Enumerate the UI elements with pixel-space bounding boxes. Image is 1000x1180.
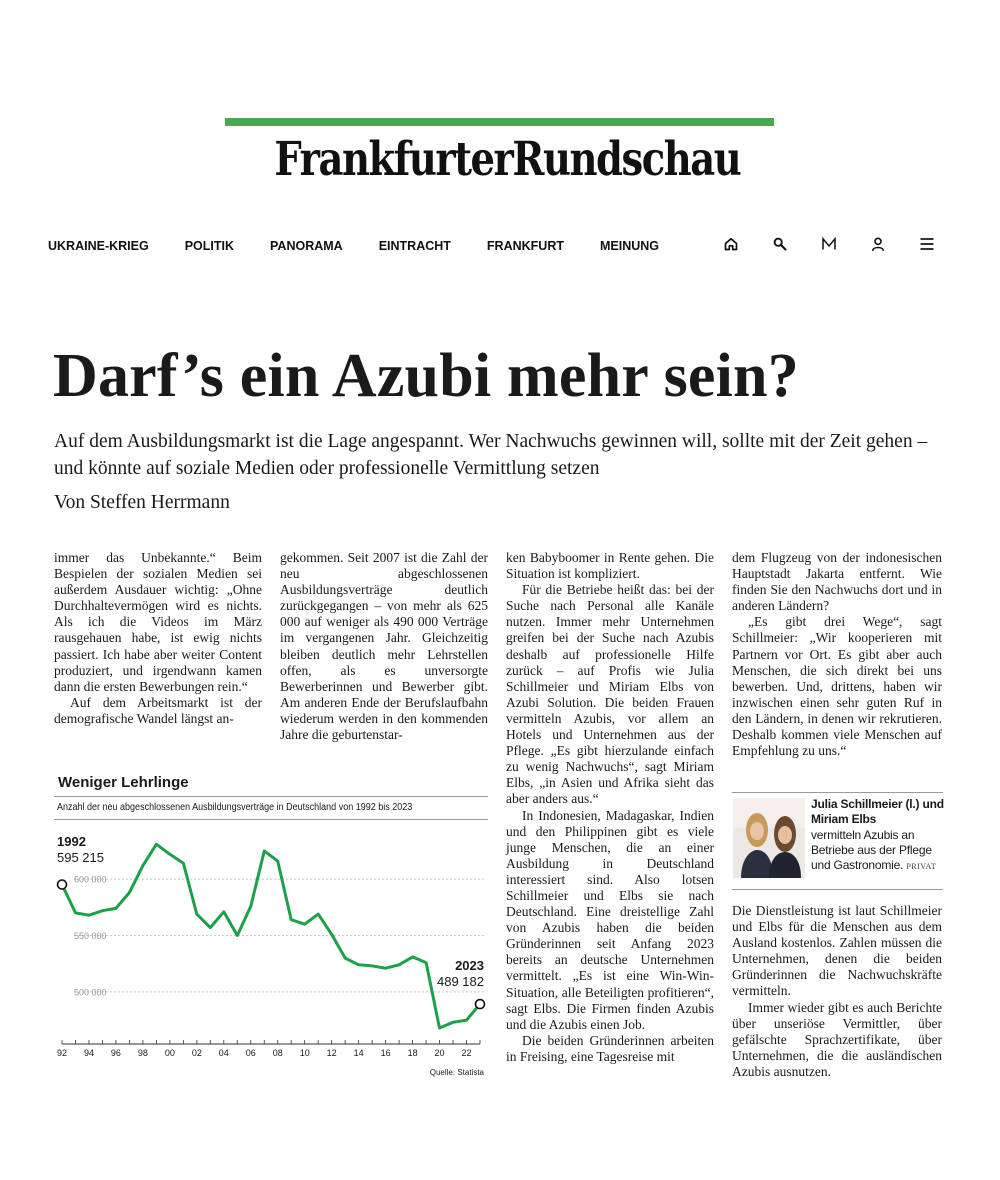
menu-icon[interactable] (918, 234, 936, 254)
article-column-3 (506, 550, 714, 1065)
user-icon[interactable] (869, 234, 887, 254)
paragraph: In Indonesien, Madagaskar, Indien und den Philippinen gibt es viele junge Menschen, die an einer Ausbildung in Deutschland interessiert sind. Also lotsen Schillmeier und Elbs sie nach Deutschland. Eine dreistellige Zahl von Azubis haben die beiden Gründerinnen seit Anfang 2023 bereits an deutsche Unternehmen vermittelt. „Es ist eine Win-Win-Situation, alle Beteiligten profitieren“, sagt Elbs. Die Firmen finden Azubis und die Azubis einen Job. (506, 807, 714, 1032)
data-point-2023 (476, 1000, 485, 1009)
article-column-1 (54, 550, 262, 727)
article-column-2 (280, 550, 488, 743)
nav-item-eintracht[interactable]: EINTRACHT (378, 239, 451, 253)
nav-item-meinung[interactable]: MEINUNG (600, 239, 660, 253)
annotation-year-2023: 2023 (455, 958, 484, 973)
series-line (62, 844, 480, 1028)
home-icon[interactable] (722, 234, 740, 254)
x-tick-label: 96 (110, 1048, 121, 1058)
x-tick-label: 12 (326, 1048, 337, 1058)
brand-bar (225, 118, 774, 126)
data-point-1992 (58, 880, 67, 889)
chart-subtitle: Anzahl der neu abgeschlossenen Ausbildungsverträge in Deutschland von 1992 bis 2023 (57, 802, 413, 813)
x-tick-label: 10 (299, 1048, 310, 1058)
photo-credit: PRIVAT (906, 862, 937, 872)
x-tick-label: 94 (83, 1048, 94, 1058)
article-subhead: Auf dem Ausbildungsmarkt ist die Lage angespannt. Wer Nachwuchs gewinnen will, sollte mit der Zeit gehen – und könnte auf soziale Medien oder professionelle Vermittlung setzen (54, 431, 928, 479)
chart-title: Weniger Lehrlinge (58, 774, 189, 791)
caption-names: Julia Schillmeier (l.) und Miriam Elbs (811, 797, 944, 827)
paragraph: Die Dienstleistung ist laut Schillmeier und Elbs für die Menschen aus dem Ausland kostenlos. Zahlen müssen die Unternehmen, denen die beiden Gründerinnen die Nachwuchskräfte vermitteln. (732, 903, 942, 999)
caption-text: vermitteln Azubis an Betriebe aus der Pflege und Gastronomie. (811, 827, 932, 873)
x-tick-label: 16 (380, 1048, 391, 1058)
caption-rule (732, 792, 943, 793)
x-tick-label: 04 (218, 1048, 229, 1058)
chart-rule (54, 796, 488, 797)
paragraph: gekommen. Seit 2007 ist die Zahl der neu abgeschlossenen Ausbildungsverträge deutlich zurückgegangen – von mehr als 625 000 auf weniger als 490 000 Verträge im vergangenen Jahr. Gleichzeitig bleiben deutlich mehr Lehrstellen offen, als es unversorgte Bewerberinnen und Bewerber gibt. Am anderen Ende der Berufslaufbahn wiederum werden in den kommenden Jahre die geburtenstar- (280, 550, 488, 743)
x-tick-label: 00 (164, 1048, 175, 1058)
x-tick-label: 92 (56, 1048, 68, 1058)
article-headline: Darf’s ein Azubi mehr sein? (53, 342, 799, 410)
article-byline: Von Steffen Herrmann (54, 492, 230, 513)
x-tick-label: 18 (407, 1048, 418, 1058)
y-tick-label: 600 000 (74, 874, 107, 885)
x-tick-label: 08 (272, 1048, 283, 1058)
paragraph: Immer wieder gibt es auch Berichte über unseriöse Vermittler, über gefälschte Sprachzertifikate, über Unternehmen, die die ausländischen Azubis ausnutzen. (732, 999, 942, 1079)
main-nav (48, 236, 695, 256)
y-tick-label: 500 000 (74, 987, 107, 998)
paragraph: Die beiden Gründerinnen arbeiten in Freising, eine Tagesreise mit (506, 1032, 714, 1064)
paragraph: immer das Unbekannte.“ Beim Bespielen der sozialen Medien sei außerdem Ausdauer wichtig: „Ohne Durchhaltevermögen wird es nichts. Als ich die Videos im März rausgehauen habe, ist ewig nichts passiert. Ich habe aber weiter Content produziert, und irgendwann kamen dann die ersten Bewerbungen rein.“ (54, 550, 262, 694)
x-tick-label: 22 (461, 1048, 472, 1058)
annotation-value-2023: 489 182 (437, 974, 484, 989)
caption-rule (732, 889, 943, 890)
annotation-year-1992: 1992 (57, 834, 86, 849)
m-icon[interactable] (820, 234, 838, 254)
photo-caption (811, 797, 945, 874)
paragraph: ken Babyboomer in Rente gehen. Die Situation ist kompliziert. (506, 550, 714, 582)
y-tick-label: 550 000 (74, 931, 107, 941)
nav-item-ukraine-krieg[interactable]: UKRAINE-KRIEG (48, 239, 149, 253)
article-column-4-bottom (732, 903, 942, 1080)
nav-item-panorama[interactable]: PANORAMA (270, 239, 343, 253)
paragraph: Auf dem Arbeitsmarkt ist der demografische Wandel längst an- (54, 694, 262, 726)
article-column-4-top (732, 550, 942, 759)
nav-item-politik[interactable]: POLITIK (184, 239, 235, 253)
x-tick-label: 20 (434, 1048, 445, 1058)
nav-icon-group (722, 234, 936, 254)
line-chart (50, 822, 492, 1080)
founders-photo (733, 798, 805, 878)
paragraph: „Es gibt drei Wege“, sagt Schillmeier: „Wir kooperieren mit Partnern vor Ort. Es gibt aber auch Menschen, die sich direkt bei uns bewerben. Und, drittens, haben wir inzwischen einen sehr guten Ruf in den Ländern, in denen wir rekrutieren. Deshalb kommen viele Menschen auf Empfehlung zu uns.“ (732, 614, 942, 759)
chart-source: Quelle: Statista (429, 1068, 484, 1077)
x-tick-label: 06 (245, 1048, 256, 1058)
search-icon[interactable] (771, 234, 789, 254)
chart-rule (54, 819, 488, 820)
x-tick-label: 98 (137, 1048, 148, 1058)
annotation-value-1992: 595 215 (57, 850, 104, 865)
x-tick-label: 14 (353, 1048, 364, 1058)
nav-item-frankfurt[interactable]: FRANKFURT (486, 239, 564, 253)
paragraph: dem Flugzeug von der indonesischen Hauptstadt Jakarta entfernt. Wie finden Sie den Nachwuchs dort und in anderen Ländern? (732, 550, 942, 614)
x-tick-label: 02 (191, 1048, 202, 1058)
paragraph: Für die Betriebe heißt das: bei der Suche nach Personal alle Kanäle nutzen. Immer mehr Unternehmen greifen bei der Suche nach Azubis deshalb auf professionelle Hilfe zurück – auf Profis wie Julia Schillmeier und Miriam Elbs von Azubi Solution. Die beiden Frauen vermitteln Azubis, vor allem an Hotels und Unternehmen aus der Pflege. „Es gibt hierzulande einfach zu wenig Nachwuchs“, sagt Miriam Elbs, „in Asien und Afrika sieht das aber anders aus.“ (506, 582, 714, 807)
masthead-logo[interactable]: FrankfurterRundschau (274, 132, 741, 187)
